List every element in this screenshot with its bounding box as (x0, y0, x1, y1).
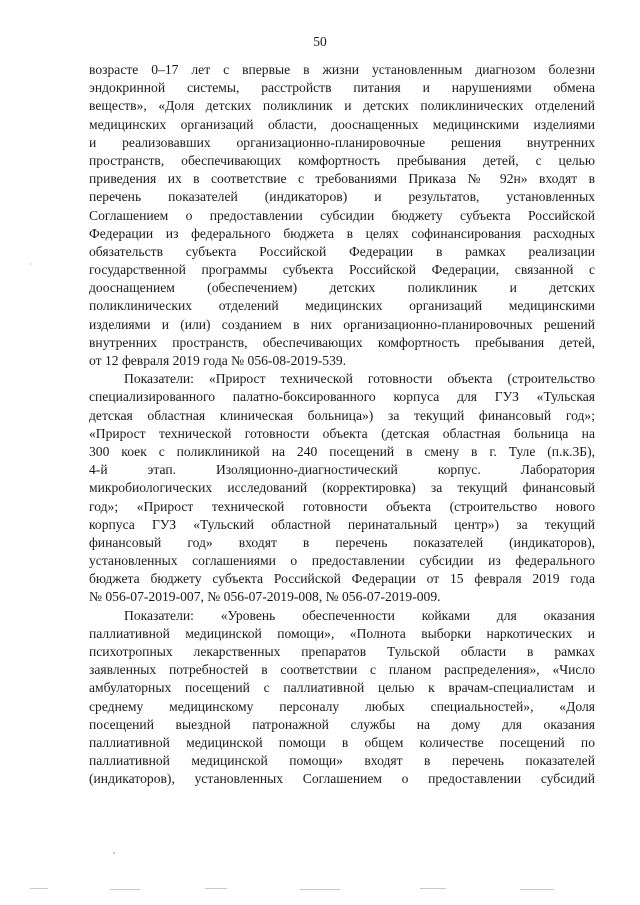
scan-artifact (30, 263, 31, 265)
text-line: и реализовавших организационно-планировочные решения внутренних (89, 134, 595, 150)
scan-artifact (300, 889, 340, 890)
text-line: микробиологических исследований (корректировка) за текущий финансовый (89, 480, 595, 496)
text-line: «Прирост технической готовности объекта (детская областная больница на (89, 425, 595, 441)
text-line: паллиативной медицинской помощи» входят в перечень показателей (89, 753, 595, 769)
text-line: год»; «Прирост технической готовности объекта (строительство нового (89, 498, 595, 514)
text-line: бюджета бюджету субъекта Российской Федерации от 15 февраля 2019 года (89, 571, 595, 587)
scan-artifact (30, 888, 48, 889)
text-line: государственной программы субъекта Российской Федерации, связанной с (89, 262, 595, 278)
text-line: от 12 февраля 2019 года № 056-08-2019-539. (89, 353, 347, 368)
document-body (89, 61, 595, 789)
scan-artifact (420, 888, 446, 889)
text-line: эндокринной системы, расстройств питания и нарушениями обмена (89, 80, 595, 96)
scan-artifact (205, 888, 227, 889)
page-number: 50 (313, 34, 327, 49)
text-line: посещений выездной патронажной службы на дому для оказания (89, 716, 595, 732)
text-line: медицинских организаций области, дооснащенных медицинскими изделиями (89, 116, 595, 132)
text-line: амбулаторных посещений с паллиативной целью к врачам-специалистам и (89, 680, 595, 696)
paragraph-3 (89, 607, 595, 789)
text-line: паллиативной медицинской помощи», «Полнота выборки наркотических и (89, 625, 595, 641)
text-line: заявленных потребностей в соответствии с планом распределения», «Число (89, 662, 595, 678)
text-line: внутренних пространств, обеспечивающих комфортность пребывания детей, (89, 334, 595, 350)
text-line: корпуса ГУЗ «Тульский областной перинатальный центр») за текущий (89, 516, 595, 532)
text-line: приведения их в соответствие с требованиями Приказа № 92н» входят в (89, 171, 595, 187)
text-line: специализированного палатно-боксированного корпуса для ГУЗ «Тульская (89, 389, 595, 405)
text-line: среднему медицинскому персоналу любых специальностей», «Доля (89, 698, 595, 714)
scan-artifact (520, 889, 554, 890)
text-line: № 056-07-2019-007, № 056-07-2019-008, № 056-07-2019-009. (89, 589, 441, 605)
text-line: перечень показателей (индикаторов) и результатов, установленных (89, 189, 595, 205)
text-line: возрасте 0–17 лет с впервые в жизни установленным диагнозом болезни (89, 62, 595, 77)
text-line: дооснащением (обеспечением) детских поликлиник и детских (89, 280, 595, 296)
paragraph-2 (89, 370, 595, 606)
text-line: финансовый год» входят в перечень показателей (индикаторов), (89, 534, 595, 550)
text-line: детская областная клиническая больница») за текущий финансовый год»; (89, 407, 595, 423)
text-line: Показатели: «Прирост технической готовности объекта (строительство (124, 371, 595, 387)
text-line: Федерации из федерального бюджета в целях софинансирования расходных (89, 225, 595, 241)
text-line: психотропных лекарственных препаратов Тульской области в рамках (89, 644, 595, 659)
text-line: паллиативной медицинской помощи в общем количестве посещений по (89, 734, 595, 750)
text-line: Соглашением о предоставлении субсидии бюджету субъекта Российской (89, 207, 595, 223)
text-line: поликлинических отделений медицинских организаций медицинскими (89, 298, 595, 314)
text-line: 300 коек с поликлиникой на 240 посещений в смену в г. Туле (п.к.3Б), (89, 443, 595, 459)
text-line: пространств, обеспечивающих комфортность пребывания детей, с целью (89, 152, 595, 168)
text-line: обязательств субъекта Российской Федерации в рамках реализации (89, 243, 595, 259)
text-line: 4-й этап. Изоляционно-диагностический корпус. Лаборатория (89, 462, 595, 478)
text-line: веществ», «Доля детских поликлиник и детских поликлинических отделений (89, 98, 595, 114)
text-line: (индикаторов), установленных Соглашением о предоставлении субсидий (89, 771, 595, 787)
scan-artifact (113, 852, 115, 854)
text-line: установленных соглашениями о предоставлении субсидии из федерального (89, 553, 595, 569)
paragraph-1 (89, 61, 595, 370)
scan-artifact (110, 889, 140, 890)
text-line: Показатели: «Уровень обеспеченности койками для оказания (124, 607, 595, 623)
text-line: изделиями и (или) созданием в них организационно-планировочных решений (89, 316, 595, 332)
